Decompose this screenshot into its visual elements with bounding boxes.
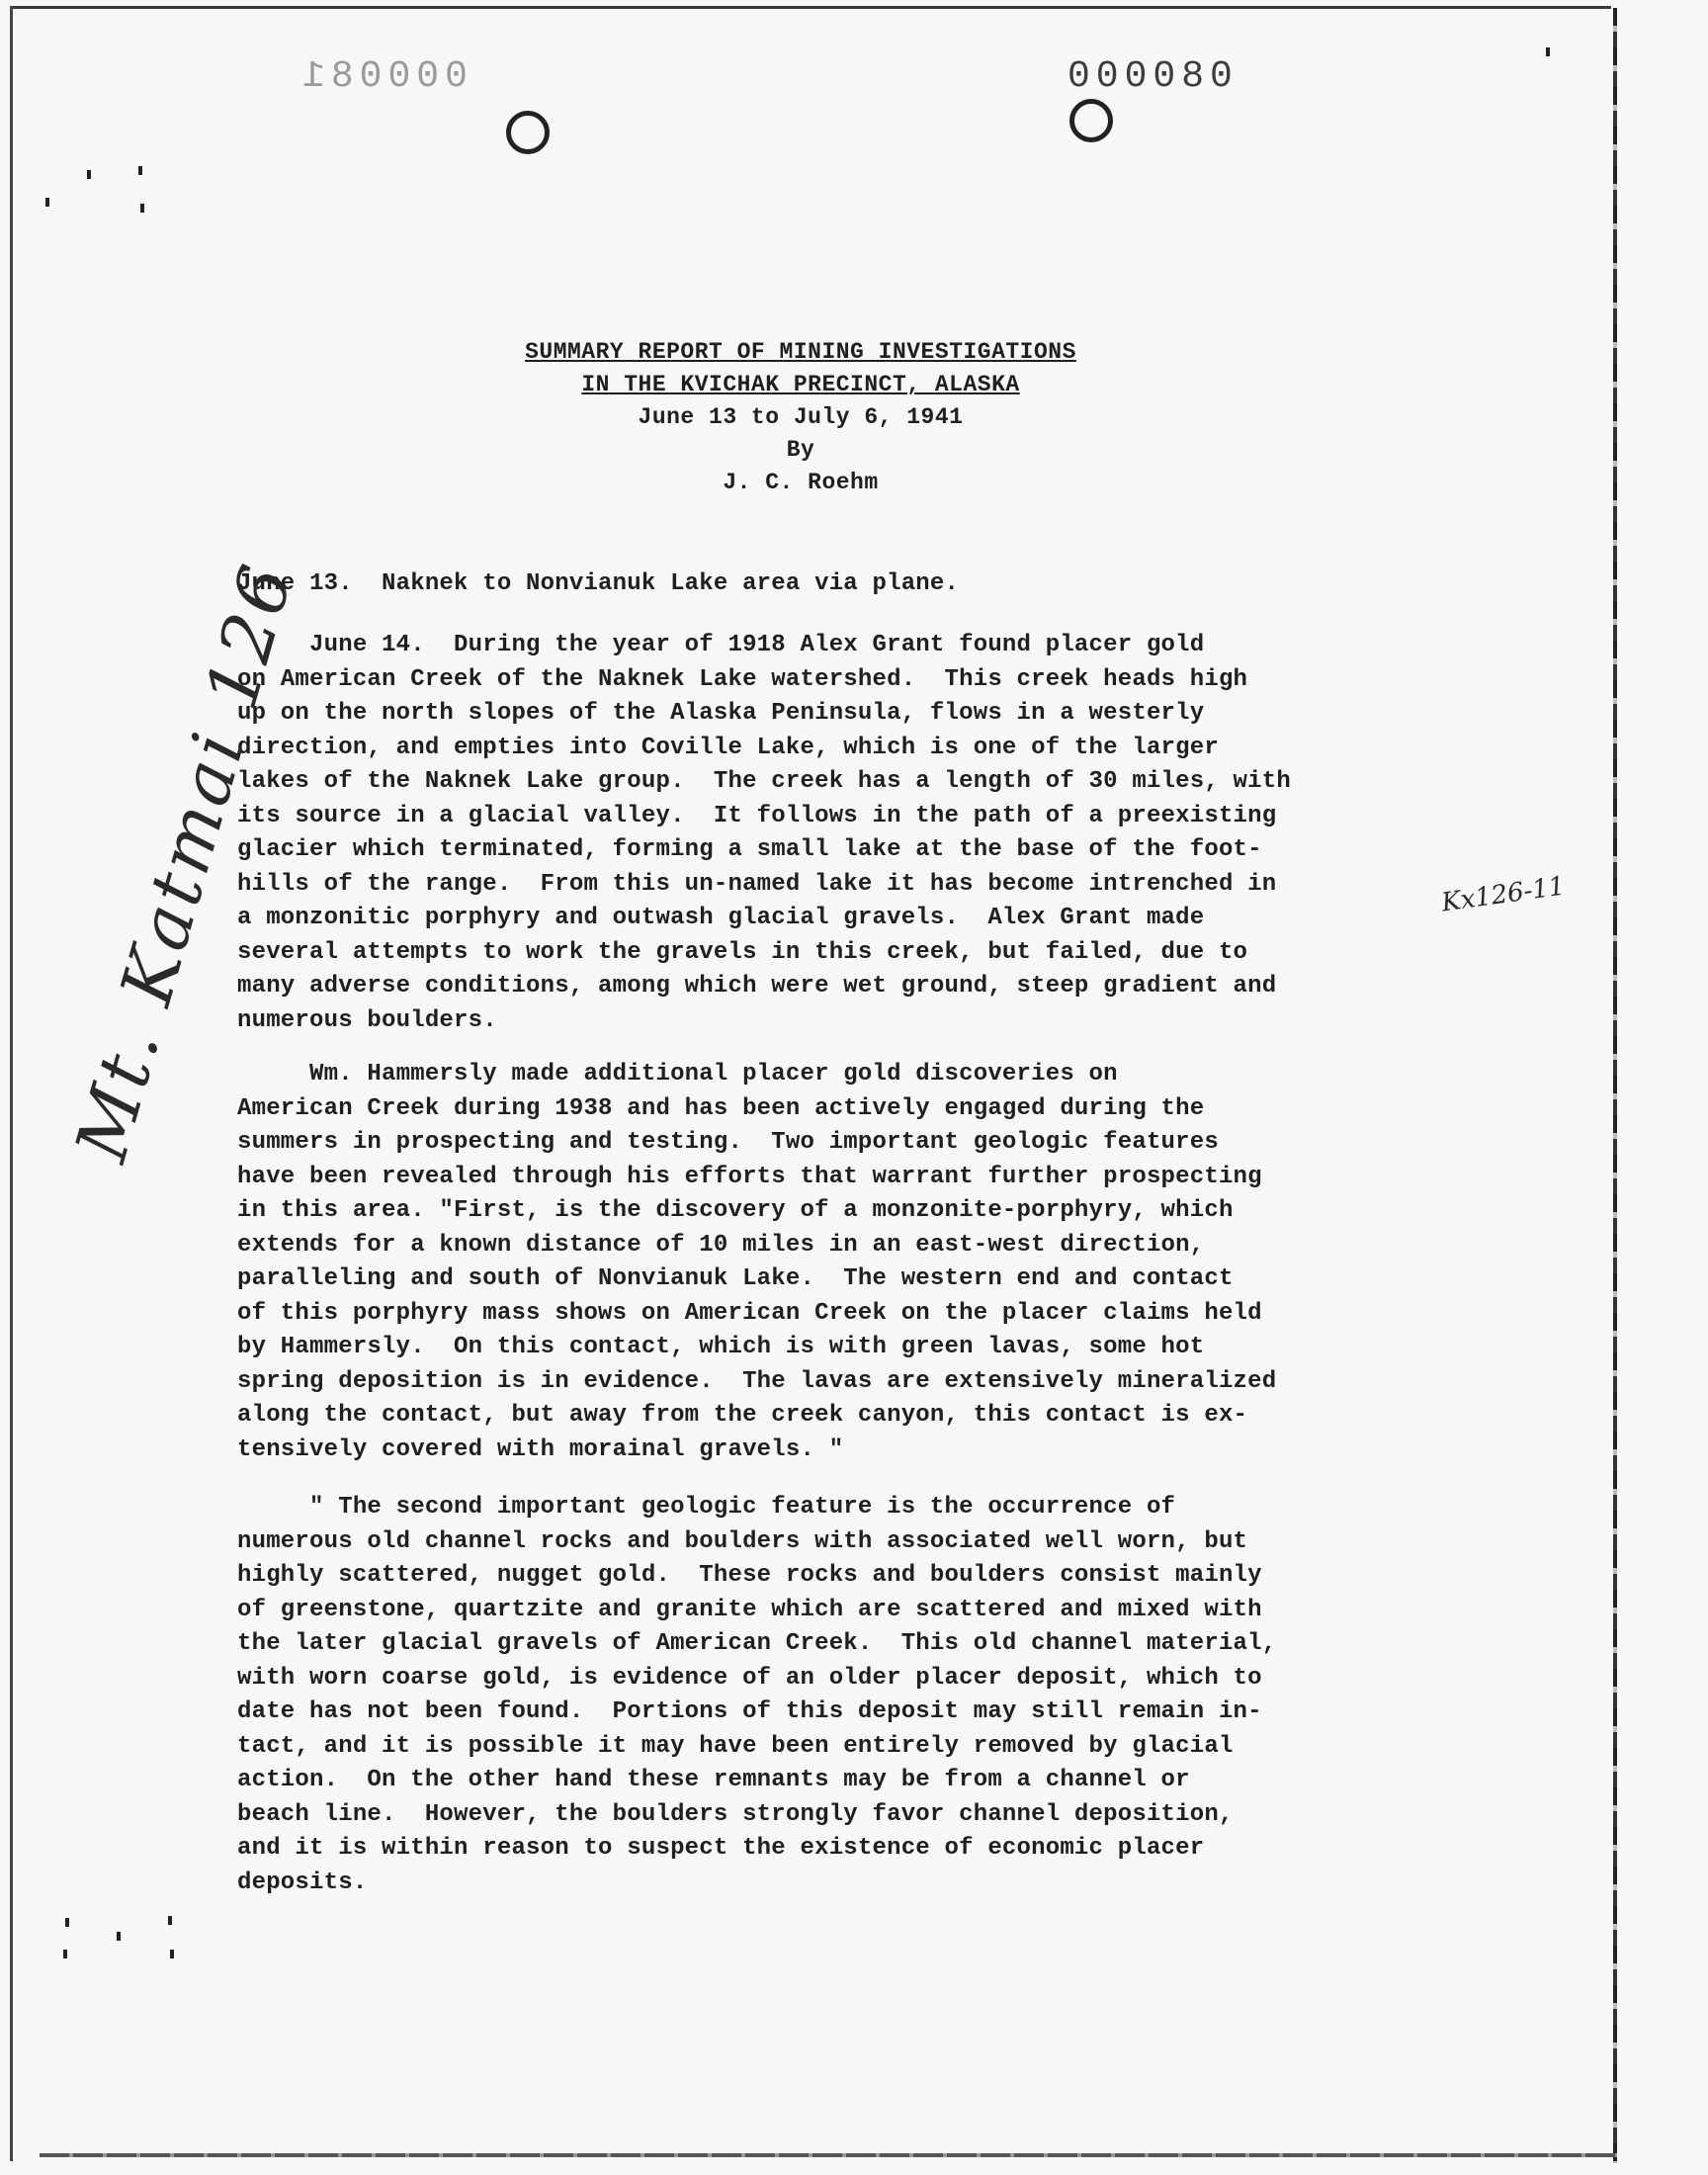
text-line: lakes of the Naknek Lake group. The creek has a length of 30 miles, with [237, 768, 1291, 795]
text-line: of this porphyry mass shows on American Creek on the placer claims held [237, 1299, 1262, 1327]
text-line: and it is within reason to suspect the existence of economic placer [237, 1835, 1205, 1862]
scan-edge-left [10, 6, 13, 2161]
text-line: along the contact, but away from the creek canyon, this contact is ex- [237, 1402, 1248, 1429]
text-line: have been revealed through his efforts that warrant further prospecting [237, 1163, 1262, 1190]
scan-edge-top [10, 6, 1611, 9]
scan-speck [117, 1932, 121, 1941]
page-number: 000080 [1068, 55, 1238, 98]
report-subtitle: IN THE KVICHAK PRECINCT, ALASKA [581, 372, 1020, 397]
scan-edge-right [1613, 8, 1617, 2163]
scan-speck [140, 204, 144, 213]
text-line: several attempts to work the gravels in this creek, but failed, due to [237, 938, 1248, 966]
text-line: its source in a glacial valley. It follows in the path of a preexisting [237, 802, 1277, 829]
handwritten-right-note: Kx126-11 [1439, 871, 1568, 918]
report-dates: June 13 to July 6, 1941 [638, 404, 964, 430]
text-line: hills of the range. From this un-named lake it has become intrenched in [237, 870, 1277, 898]
scan-speck [170, 1950, 174, 1958]
scan-speck [138, 166, 142, 175]
text-line: in this area. "First, is the discovery of a monzonite-porphyry, which [237, 1197, 1234, 1224]
punch-hole-left [506, 111, 550, 154]
text-line: direction, and empties into Coville Lake, which is one of the larger [237, 734, 1219, 761]
paragraph-second-feature [237, 1491, 1463, 1900]
paragraph-june-14 [237, 629, 1463, 1038]
scan-speck [1546, 47, 1550, 56]
text-line: the later glacial gravels of American Creek. This old channel material, [237, 1630, 1277, 1657]
text-line: June 13. Naknek to Nonvianuk Lake area via plane. [237, 570, 960, 597]
text-line: a monzonitic porphyry and outwash glacial gravels. Alex Grant made [237, 905, 1205, 931]
text-line: Wm. Hammersly made additional placer gold discoveries on [237, 1061, 1118, 1088]
report-by: By [786, 437, 815, 463]
paragraph-june-13 [237, 567, 1463, 602]
text-line: American Creek during 1938 and has been actively engaged during the [237, 1094, 1205, 1122]
handwritten-margin-note: Mt. Katmai 126 [59, 553, 309, 1171]
scan-speck [65, 1918, 69, 1927]
bleedthrough-page-number: 000081 [297, 55, 468, 98]
report-title-block [297, 336, 1305, 499]
text-line: paralleling and south of Nonvianuk Lake. The western end and contact [237, 1265, 1234, 1292]
scan-speck [168, 1916, 172, 1925]
text-line: glacier which terminated, forming a small lake at the base of the foot- [237, 836, 1262, 863]
text-line: tensively covered with morainal gravels. " [237, 1436, 844, 1463]
text-line: numerous old channel rocks and boulders with associated well worn, but [237, 1527, 1248, 1555]
text-line: tact, and it is possible it may have been entirely removed by glacial [237, 1732, 1234, 1760]
text-line: summers in prospecting and testing. Two important geologic features [237, 1129, 1219, 1156]
punch-hole-right [1069, 99, 1113, 142]
text-line: highly scattered, nugget gold. These rocks and boulders consist mainly [237, 1562, 1262, 1589]
text-line: beach line. However, the boulders strongly favor channel deposition, [237, 1800, 1234, 1828]
text-line: June 14. During the year of 1918 Alex Grant found placer gold [237, 632, 1205, 658]
scan-speck [87, 170, 91, 179]
text-line: with worn coarse gold, is evidence of an older placer deposit, which to [237, 1664, 1262, 1692]
text-line: action. On the other hand these remnants may be from a channel or [237, 1767, 1190, 1793]
text-line: many adverse conditions, among which were wet ground, steep gradient and [237, 973, 1277, 1000]
text-line: by Hammersly. On this contact, which is with green lavas, some hot [237, 1334, 1205, 1360]
report-title: SUMMARY REPORT OF MINING INVESTIGATIONS [525, 339, 1076, 365]
text-line: up on the north slopes of the Alaska Peninsula, flows in a westerly [237, 700, 1205, 727]
text-line: numerous boulders. [237, 1006, 497, 1034]
text-line: deposits. [237, 1869, 368, 1896]
scan-speck [63, 1950, 67, 1958]
text-line: date has not been found. Portions of this deposit may still remain in- [237, 1698, 1262, 1725]
text-line: extends for a known distance of 10 miles in an east-west direction, [237, 1231, 1205, 1259]
report-author: J. C. Roehm [723, 470, 879, 495]
scan-edge-bottom [40, 2153, 1617, 2157]
text-line: of greenstone, quartzite and granite which are scattered and mixed with [237, 1596, 1262, 1623]
text-line: " The second important geologic feature is the occurrence of [237, 1494, 1176, 1521]
paragraph-hammersly [237, 1058, 1463, 1467]
text-line: on American Creek of the Naknek Lake watershed. This creek heads high [237, 665, 1248, 693]
scan-speck [45, 198, 49, 207]
text-line: spring deposition is in evidence. The lavas are extensively mineralized [237, 1367, 1277, 1395]
